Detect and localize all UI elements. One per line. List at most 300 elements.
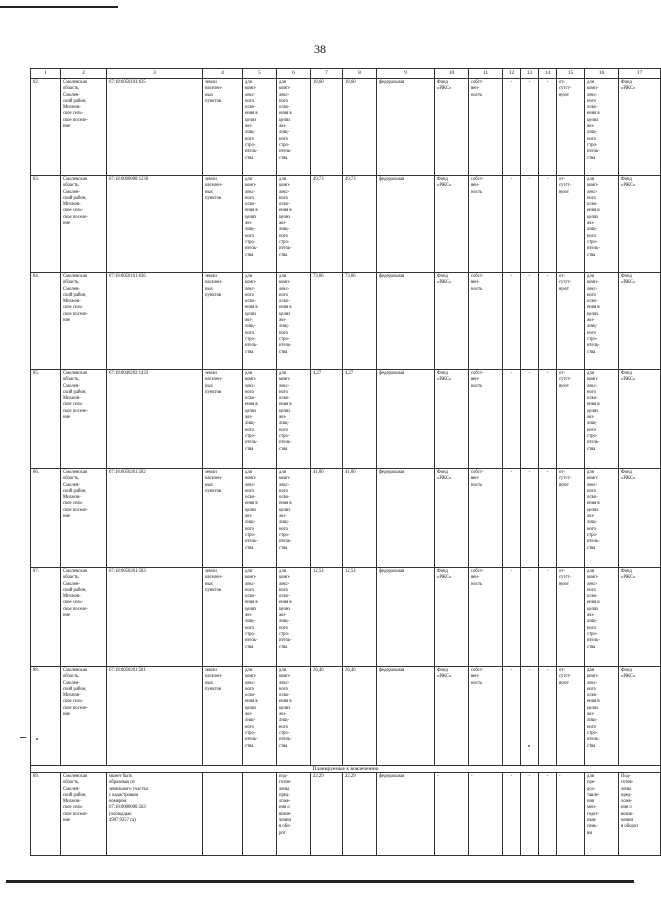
cell-owner <box>377 79 435 176</box>
cell-text: Смоленская область, Смолен- ский район, Михнов- ское сель- ское поселе- ние <box>63 569 88 619</box>
cell-text: для комп- лекс- ного осво- ения в целях жи- лищ- ного стро- итель- ства <box>587 274 600 355</box>
cell-category <box>203 568 243 667</box>
cell-area8 <box>343 176 377 273</box>
cell-location <box>61 370 107 469</box>
cell-text: Фонд «РЖС» <box>621 470 636 482</box>
cell-text: федеральная <box>379 668 405 673</box>
cell-text: 89. <box>33 774 39 779</box>
cell-fund <box>435 667 469 766</box>
cell-category <box>203 370 243 469</box>
cell-text: 82. <box>33 80 39 85</box>
cell-text: собст- вен- ность <box>471 569 484 587</box>
cell-category <box>203 667 243 766</box>
cell-use6 <box>277 370 311 469</box>
cell-c14 <box>539 568 557 667</box>
cell-c13 <box>521 667 539 766</box>
cell-text: - <box>528 274 531 279</box>
cell-c12 <box>503 667 521 766</box>
cell-text: под- готов- лены пред- ложе- ния о вовле- чении в обо- рот <box>279 774 292 836</box>
cell-text: для комп- лекс- ного осво- ения в целях жи- лищ- ного стро- итель- ства <box>245 569 258 650</box>
cell-text: для комп- лекс- ного осво- ения в целях жи- лищ- ного стро- итель- ства <box>587 371 600 452</box>
section-heading: Планируемые к вовлечению <box>31 766 661 773</box>
cell-right <box>469 773 503 856</box>
cell-text: Смоленская область, Смолен- ский район, Михнов- ское сель- ское поселе- ние <box>63 80 88 130</box>
cell-use5 <box>243 273 277 370</box>
cell-c14 <box>539 469 557 568</box>
cell-text: - <box>528 774 531 779</box>
cell-area7 <box>311 773 343 856</box>
column-number-10: 10 <box>435 69 469 79</box>
cell-area7 <box>311 370 343 469</box>
cell-category <box>203 273 243 370</box>
cell-text: 83. <box>33 177 39 182</box>
column-number-5: 5 <box>243 69 277 79</box>
cell-text: от- сутст- вуют <box>559 274 572 292</box>
cell-text: от- сутст- вуют <box>559 371 572 389</box>
cell-c14 <box>539 273 557 370</box>
cell-c16 <box>585 176 619 273</box>
cell-text: Фонд «РЖС» <box>437 274 452 286</box>
cell-text: для комп- лекс- ного осво- ения в целях жи- лищ- ного стро- итель- ства <box>245 668 258 749</box>
cell-text: для комп- лекс- ного осво- ения в целях жи- лищ- ного стро- итель- ства <box>245 470 258 551</box>
cell-text: - <box>546 668 549 673</box>
cell-text: Фонд «РЖС» <box>437 177 452 189</box>
cell-text: - <box>510 774 513 779</box>
cell-text: - <box>510 177 513 182</box>
cell-text: Фонд «РЖС» <box>437 569 452 581</box>
cell-text: собст- вен- ность <box>471 668 484 686</box>
land-plots-table <box>30 68 661 856</box>
cell-owner <box>377 176 435 273</box>
cell-c13 <box>521 568 539 667</box>
cell-text: собст- вен- ность <box>471 177 484 195</box>
cell-text: - <box>559 774 561 779</box>
cell-area7 <box>311 79 343 176</box>
cell-text: 67:18:0050201:582 <box>109 470 146 475</box>
cell-c17 <box>619 469 661 568</box>
cell-use6 <box>277 667 311 766</box>
cell-text: 67:18:0050101:635 <box>109 80 146 85</box>
cell-text: федеральная <box>379 80 405 85</box>
cell-text: Под- готов- лены пред- ложе- ния о вовле- чении в оборот <box>621 774 639 830</box>
cell-text: 4,27 <box>345 371 354 376</box>
cell-use6 <box>277 176 311 273</box>
cell-area7 <box>311 667 343 766</box>
column-number-15: 15 <box>557 69 585 79</box>
scan-speck <box>528 745 530 747</box>
cell-c13 <box>521 273 539 370</box>
cell-owner <box>377 370 435 469</box>
cell-text: земли населен- ных пунктов <box>205 470 223 494</box>
cell-text: федеральная <box>379 569 405 574</box>
cell-text: земли населен- ных пунктов <box>205 569 223 593</box>
cell-num <box>31 176 61 273</box>
cell-text: для комп- лекс- ного осво- ения в целях жи- лищ- ного стро- итель- ства <box>279 470 292 551</box>
cell-area8 <box>343 667 377 766</box>
cell-text: Фонд «РЖС» <box>621 569 636 581</box>
cell-text: земли населен- ных пунктов <box>205 371 223 395</box>
column-number-11: 11 <box>469 69 503 79</box>
cell-text: для комп- лекс- ного осво- ения в целях жи- лищ- ного стро- итель- ства <box>279 80 292 161</box>
cell-text: 67:18:0050201:583 <box>109 569 146 574</box>
cell-text: от- сутст- вуют <box>559 80 572 98</box>
table-row <box>31 176 661 273</box>
cell-category <box>203 79 243 176</box>
cell-right <box>469 469 503 568</box>
cell-text: земли населен- ных пунктов <box>205 177 223 201</box>
cell-text: 18,60 <box>345 80 356 85</box>
table-row <box>31 667 661 766</box>
cell-text: 67:18:0050101:636 <box>109 274 146 279</box>
cell-text: Смоленская область, Смолен- ский район, Михнов- ское сель- ское поселе- ние <box>63 470 88 520</box>
cell-c15 <box>557 176 585 273</box>
cell-text: для комп- лекс- ного осво- ения в целях жи- лищ- ного стро- итель- ства <box>587 668 600 749</box>
cell-text: Смоленская область, Смолен- ский район, Михнов- ское сель- ское поселе- ние <box>63 774 88 824</box>
cell-text: 87. <box>33 569 39 574</box>
cell-text: - <box>546 80 549 85</box>
cell-location <box>61 667 107 766</box>
cell-text: 88. <box>33 668 39 673</box>
column-number-7: 7 <box>311 69 343 79</box>
cell-use6 <box>277 773 311 856</box>
column-number-17: 17 <box>619 69 661 79</box>
cell-c16 <box>585 469 619 568</box>
table-row <box>31 469 661 568</box>
cell-text: собст- вен- ность <box>471 274 484 292</box>
cell-text: - <box>510 668 513 673</box>
cell-location <box>61 176 107 273</box>
cell-text: от- сутст- вуют <box>559 668 572 686</box>
cell-text: Смоленская область, Смолен- ский район, Михнов- ское сель- ское поселе- ние <box>63 668 88 718</box>
cell-text: - <box>546 274 549 279</box>
cell-text: - <box>510 569 513 574</box>
column-number-1: 1 <box>31 69 61 79</box>
cell-num <box>31 773 61 856</box>
cell-text: - <box>471 774 473 779</box>
cell-fund <box>435 469 469 568</box>
cell-area7 <box>311 273 343 370</box>
cell-use5 <box>243 469 277 568</box>
cell-text: для комп- лекс- ного осво- ения в целях жи- лищ- ного стро- итель- ства <box>279 274 292 355</box>
cell-right <box>469 667 503 766</box>
cell-owner <box>377 773 435 856</box>
cell-use6 <box>277 469 311 568</box>
cell-cadastral <box>107 370 203 469</box>
cell-text: Фонд «РЖС» <box>437 371 452 383</box>
cell-text: Фонд «РЖС» <box>621 274 636 286</box>
cell-num <box>31 667 61 766</box>
cell-text: Фонд «РЖС» <box>437 80 452 92</box>
cell-area8 <box>343 568 377 667</box>
cell-text: - <box>528 80 531 85</box>
table-row <box>31 79 661 176</box>
cell-area7 <box>311 176 343 273</box>
cell-right <box>469 273 503 370</box>
cell-c17 <box>619 773 661 856</box>
column-number-13: 13 <box>521 69 539 79</box>
cell-cadastral <box>107 773 203 856</box>
cell-area8 <box>343 79 377 176</box>
cell-text: от- сутст- вуют <box>559 470 572 488</box>
cell-text: 22,29 <box>345 774 356 779</box>
cell-location <box>61 568 107 667</box>
cell-text: 22,29 <box>313 774 324 779</box>
scan-edge-line <box>0 6 118 8</box>
cell-use5 <box>243 79 277 176</box>
cell-c12 <box>503 568 521 667</box>
cell-category <box>203 176 243 273</box>
cell-text: земли населен- ных пунктов <box>205 274 223 298</box>
table-row <box>31 370 661 469</box>
page-number: 38 <box>314 42 326 56</box>
cell-right <box>469 176 503 273</box>
cell-text: 73,66 <box>313 274 324 279</box>
cell-text: 86. <box>33 470 39 475</box>
cell-use6 <box>277 568 311 667</box>
cell-text: 4,27 <box>313 371 322 376</box>
cell-text: 12,54 <box>345 569 356 574</box>
cell-text: Фонд «РЖС» <box>621 371 636 383</box>
cell-text: Смоленская область, Смолен- ский район, Михнов- ское сель- ское поселе- ние <box>63 371 88 421</box>
cell-num <box>31 370 61 469</box>
cell-num <box>31 469 61 568</box>
cell-use5 <box>243 667 277 766</box>
cell-text: 49,73 <box>313 177 324 182</box>
cell-use6 <box>277 273 311 370</box>
cell-text: для пре- дос- тавле- ния мно- годет- ным семь- ям <box>587 774 600 836</box>
cell-text: 41,00 <box>313 470 324 475</box>
scan-speck <box>36 738 38 740</box>
cell-text: Фонд «РЖС» <box>621 668 636 680</box>
column-number-12: 12 <box>503 69 521 79</box>
cell-text: для комп- лекс- ного осво- ения в целях жи- лищ- ного стро- итель- ства <box>245 371 258 452</box>
cell-text: - <box>437 774 439 779</box>
cell-text: собст- вен- ность <box>471 80 484 98</box>
cell-c17 <box>619 568 661 667</box>
cell-owner <box>377 469 435 568</box>
column-number-4: 4 <box>203 69 243 79</box>
cell-text: земли населен- ных пунктов <box>205 80 223 104</box>
cell-text: Фонд «РЖС» <box>621 177 636 189</box>
cell-use5 <box>243 176 277 273</box>
cell-area7 <box>311 568 343 667</box>
cell-text: 67:18:0000000:1230 <box>109 177 149 182</box>
cell-cadastral <box>107 176 203 273</box>
cell-text: Фонд «РЖС» <box>437 470 452 482</box>
margin-mark <box>20 737 26 738</box>
cell-c14 <box>539 370 557 469</box>
cell-c16 <box>585 667 619 766</box>
cell-fund <box>435 370 469 469</box>
cell-text: земли населен- ных пунктов <box>205 668 223 692</box>
cell-text: - <box>528 470 531 475</box>
cell-text: для комп- лекс- ного осво- ения в целях жи- лищ- ного стро- итель- ства <box>587 470 600 551</box>
column-number-16: 16 <box>585 69 619 79</box>
column-number-9: 9 <box>377 69 435 79</box>
cell-c12 <box>503 176 521 273</box>
cell-text: для комп- лекс- ного осво- ения в целях жи- лищ- ного стро- итель- ства <box>245 80 258 161</box>
column-number-2: 2 <box>61 69 107 79</box>
cell-right <box>469 370 503 469</box>
cell-text: федеральная <box>379 274 405 279</box>
cell-c16 <box>585 79 619 176</box>
cell-area8 <box>343 273 377 370</box>
cell-c17 <box>619 79 661 176</box>
cell-c12 <box>503 370 521 469</box>
cell-text: - <box>528 177 531 182</box>
cell-c13 <box>521 176 539 273</box>
cell-num <box>31 273 61 370</box>
cell-owner <box>377 568 435 667</box>
cell-text: может быть образован из земельного участка с кадастровым номером 67:18:0000000:563 (площадью 4907,9257 га) <box>109 774 148 824</box>
column-number-8: 8 <box>343 69 377 79</box>
cell-c15 <box>557 667 585 766</box>
cell-cadastral <box>107 469 203 568</box>
cell-cadastral <box>107 273 203 370</box>
cell-text: 67:18:0050201:581 <box>109 668 146 673</box>
cell-fund <box>435 568 469 667</box>
cell-text: - <box>510 80 513 85</box>
cell-fund <box>435 773 469 856</box>
cell-c12 <box>503 273 521 370</box>
table-row <box>31 773 661 856</box>
cell-text: для комп- лекс- ного осво- ения в целях жи- лищ- ного стро- итель- ства <box>587 80 600 161</box>
column-number-14: 14 <box>539 69 557 79</box>
cell-text: - <box>546 177 549 182</box>
cell-c12 <box>503 469 521 568</box>
cell-text: Фонд «РЖС» <box>621 80 636 92</box>
cell-text: - <box>546 470 549 475</box>
cell-text: - <box>546 569 549 574</box>
cell-text: - <box>528 371 531 376</box>
cell-text: - <box>510 470 513 475</box>
cell-category <box>203 773 243 856</box>
cell-use5 <box>243 568 277 667</box>
cell-c15 <box>557 469 585 568</box>
cell-text: для комп- лекс- ного осво- ения в целях жи- лищ- ного стро- итель- ства <box>279 371 292 452</box>
cell-c16 <box>585 568 619 667</box>
cell-text: - <box>510 371 513 376</box>
cell-c15 <box>557 273 585 370</box>
column-number-3: 3 <box>107 69 203 79</box>
cell-owner <box>377 273 435 370</box>
cell-c16 <box>585 773 619 856</box>
cell-text: от- сутст- вуют <box>559 569 572 587</box>
cell-use5 <box>243 370 277 469</box>
cell-text: для комп- лекс- ного осво- ения в целях жи- лищ- ного стро- итель- ства <box>279 177 292 258</box>
cell-text: 73,66 <box>345 274 356 279</box>
cell-c12 <box>503 79 521 176</box>
cell-owner <box>377 667 435 766</box>
table-row <box>31 273 661 370</box>
cell-c15 <box>557 370 585 469</box>
cell-c13 <box>521 469 539 568</box>
cell-category <box>203 469 243 568</box>
cell-location <box>61 469 107 568</box>
cell-area8 <box>343 773 377 856</box>
cell-text: - <box>546 774 549 779</box>
cell-fund <box>435 79 469 176</box>
cell-text: федеральная <box>379 371 405 376</box>
cell-text: федеральная <box>379 774 405 779</box>
cell-text: - <box>528 668 531 673</box>
cell-c14 <box>539 79 557 176</box>
cell-text: для комп- лекс- ного осво- ения в целях жи- лищ- ного стро- итель- ства <box>587 177 600 258</box>
cell-fund <box>435 176 469 273</box>
cell-text: 12,54 <box>313 569 324 574</box>
cell-right <box>469 568 503 667</box>
cell-location <box>61 79 107 176</box>
cell-c13 <box>521 370 539 469</box>
cell-location <box>61 773 107 856</box>
cell-text: 49,73 <box>345 177 356 182</box>
cell-right <box>469 79 503 176</box>
land-plots-table-sheet <box>30 68 643 856</box>
cell-cadastral <box>107 568 203 667</box>
cell-c14 <box>539 667 557 766</box>
cell-text: - <box>546 371 549 376</box>
cell-text: федеральная <box>379 177 405 182</box>
cell-c12 <box>503 773 521 856</box>
cell-text: 18,60 <box>313 80 324 85</box>
cell-text: 85. <box>33 371 39 376</box>
cell-text: для комп- лекс- ного осво- ения в целях жи- лищ- ного стро- итель- ства <box>245 177 258 258</box>
cell-c17 <box>619 370 661 469</box>
cell-text: 41,00 <box>345 470 356 475</box>
cell-c17 <box>619 176 661 273</box>
cell-text: 26,46 <box>313 668 324 673</box>
cell-text: 84. <box>33 274 39 279</box>
cell-text: для комп- лекс- ного осво- ения в целях жи- лищ- ного стро- итель- ства <box>587 569 600 650</box>
cell-c15 <box>557 568 585 667</box>
cell-area8 <box>343 469 377 568</box>
cell-c17 <box>619 667 661 766</box>
cell-c15 <box>557 773 585 856</box>
cell-text: собст- вен- ность <box>471 470 484 488</box>
cell-text: - <box>528 569 531 574</box>
cell-text: 67:18:0040202:1433 <box>109 371 149 376</box>
cell-c17 <box>619 273 661 370</box>
cell-fund <box>435 273 469 370</box>
cell-location <box>61 273 107 370</box>
cell-text: Фонд «РЖС» <box>437 668 452 680</box>
cell-text: от- сутст- вуют <box>559 177 572 195</box>
cell-cadastral <box>107 667 203 766</box>
column-number-6: 6 <box>277 69 311 79</box>
cell-c14 <box>539 176 557 273</box>
table-row <box>31 568 661 667</box>
cell-area7 <box>311 469 343 568</box>
cell-area8 <box>343 370 377 469</box>
cell-use5 <box>243 773 277 856</box>
cell-c13 <box>521 79 539 176</box>
cell-c14 <box>539 773 557 856</box>
cell-text: собст- вен- ность <box>471 371 484 389</box>
cell-text: - <box>510 274 513 279</box>
section-heading-row <box>31 766 661 773</box>
cell-text: Смоленская область, Смолен- ский район, Михнов- ское сель- ское поселе- ние <box>63 177 88 227</box>
cell-text: 26,46 <box>345 668 356 673</box>
cell-c16 <box>585 370 619 469</box>
cell-text: федеральная <box>379 470 405 475</box>
cell-c15 <box>557 79 585 176</box>
cell-num <box>31 79 61 176</box>
cell-c16 <box>585 273 619 370</box>
cell-use6 <box>277 79 311 176</box>
cell-text: для комп- лекс- ного осво- ения в целях жи- лищ- ного стро- итель- ства <box>245 274 258 355</box>
cell-cadastral <box>107 79 203 176</box>
cell-text: для комп- лекс- ного осво- ения в целях жи- лищ- ного стро- итель- ства <box>279 668 292 749</box>
